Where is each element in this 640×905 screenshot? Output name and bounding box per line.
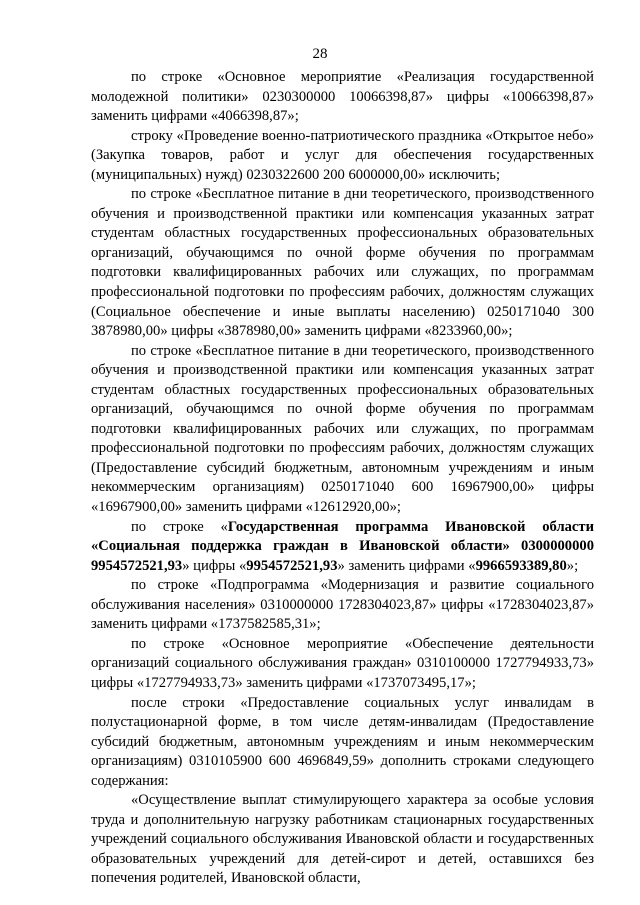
text-run: » заменить цифрами « — [337, 557, 476, 574]
paragraph — [91, 694, 594, 792]
text-run: по строке « — [131, 518, 228, 535]
paragraph — [91, 185, 594, 341]
page-number: 28 — [312, 46, 328, 62]
paragraph — [91, 68, 594, 127]
text-run: по строке «Бесплатное питание в дни теоретического, производственного обучения и производственной практики или компенсация указанных затрат студентам областных государственных профессиональных образовательных организаций, обучающимся по очной форме обучения по программам подготовки квалифицированных рабочих или служащих, по программам профессиональной подготовки по профессиям рабочих, должностям служащих (Социальное обеспечение и иные выплаты населению) 0250171040 300 3878980,00» цифры «3878980,00» заменить цифрами «8233960,00»; — [91, 186, 594, 340]
bold-text: Государственная программа Ивановской области «Социальная поддержка граждан в Ивановской области» 0300000000 9954572521,93 — [91, 518, 594, 574]
paragraph — [91, 791, 594, 889]
paragraph — [91, 635, 594, 694]
text-run: по строке «Основное мероприятие «Обеспечение деятельности организаций социального обслуживания граждан» 0310100000 1727794933,73» цифры «1727794933,73» заменить цифрами «1737073495,17»; — [91, 635, 594, 691]
text-run: строку «Проведение военно-патриотического праздника «Открытое небо» (Закупка товаров, работ и услуг для обеспечения государственных (муниципальных) нужд) 0230322600 200 6000000,00» исключить; — [91, 127, 594, 183]
text-run: по строке «Бесплатное питание в дни теоретического, производственного обучения и производственной практики или компенсация указанных затрат студентам областных государственных профессиональных образовательных организаций, обучающимся по очной форме обучения по программам подготовки квалифицированных рабочих или служащих, по программам профессиональной подготовки по профессиям рабочих, должностям служащих (Предоставление субсидий бюджетным, автономным учреждениям и иным некоммерческим организациям) 0250171040 600 16967900,00» цифры «16967900,00» заменить цифрами «12612920,00»; — [91, 342, 594, 516]
paragraph — [91, 127, 594, 186]
document-body — [91, 68, 594, 889]
text-run: »; — [566, 557, 579, 574]
paragraph — [91, 518, 594, 577]
paragraph — [91, 576, 594, 635]
bold-text: 9954572521,93 — [246, 557, 338, 574]
bold-text: 9966593389,80 — [475, 557, 567, 574]
text-run: по строке «Подпрограмма «Модернизация и развитие социального обслуживания населения» 0310000000 1728304023,87» цифры «1728304023,87» заменить цифрами «1737582585,31»; — [91, 577, 594, 633]
text-run: после строки «Предоставление социальных услуг инвалидам в полустационарной форме, в том числе детям-инвалидам (Предоставление субсидий бюджетным, автономным учреждениям и иным некоммерческим организациям) 0310105900 600 4696849,59» дополнить строками следующего содержания: — [91, 694, 594, 789]
paragraph — [91, 342, 594, 518]
text-run: по строке «Основное мероприятие «Реализация государственной молодежной политики» 0230300000 10066398,87» цифры «10066398,87» заменить цифрами «4066398,87»; — [91, 69, 594, 125]
text-run: » цифры « — [182, 557, 247, 574]
text-run: «Осуществление выплат стимулирующего характера за особые условия труда и дополнительную нагрузку работникам стационарных государственных учреждений социального обслуживания Ивановской области и государственных образовательных учреждений для детей-сирот и детей, оставшихся без попечения родителей, Ивановской области, — [91, 792, 594, 887]
